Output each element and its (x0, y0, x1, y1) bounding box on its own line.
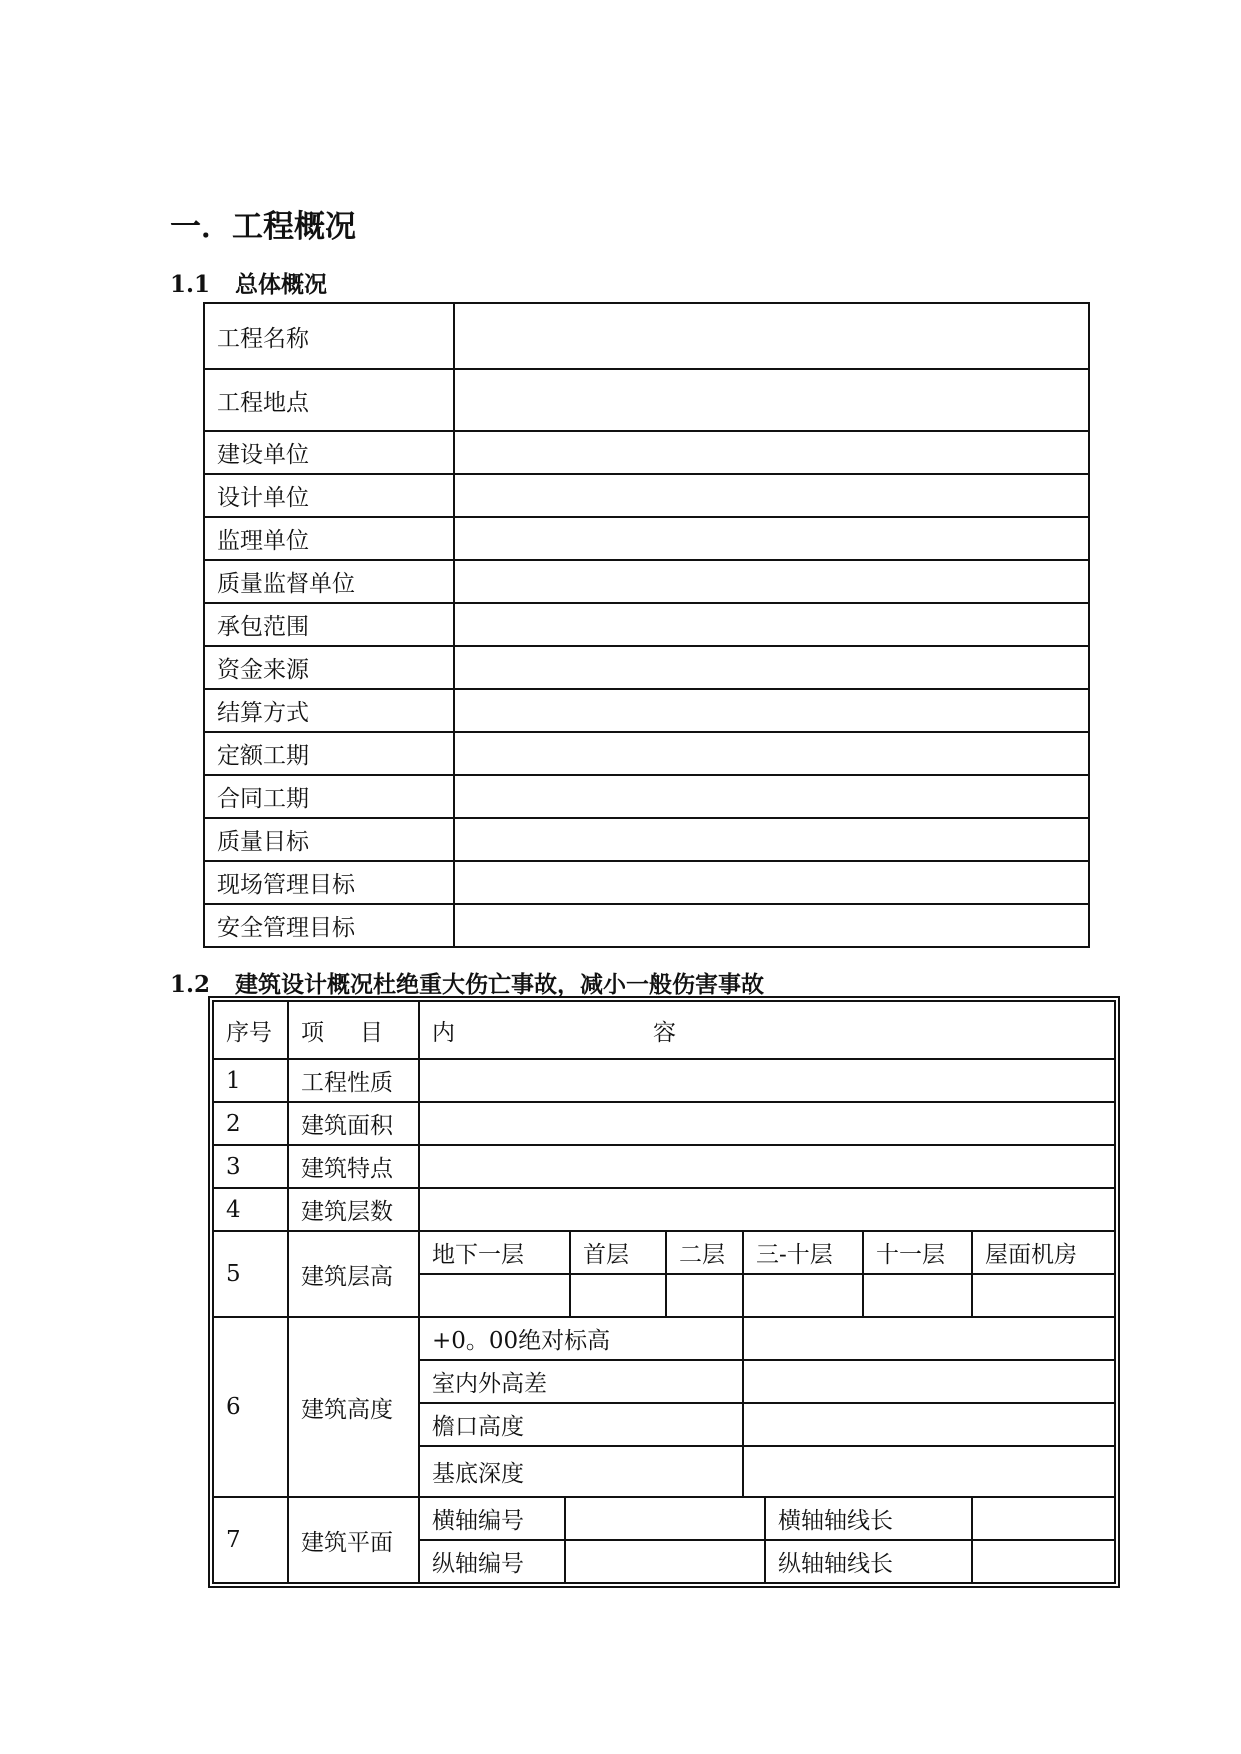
floor-label: 二层 (666, 1231, 743, 1274)
axis-value[interactable] (565, 1497, 765, 1540)
field-label: 工程地点 (204, 369, 454, 431)
table-row (204, 861, 1089, 904)
field-value[interactable] (454, 603, 1089, 646)
row-number: 1 (213, 1059, 288, 1102)
table-row (204, 517, 1089, 560)
height-sub-value[interactable] (743, 1317, 1115, 1360)
floor-label: 首层 (570, 1231, 666, 1274)
section-number: 1.2 (170, 971, 211, 998)
height-sub-label: +0。00绝对标高 (419, 1317, 743, 1360)
table-row (213, 1188, 1115, 1231)
row-number: 6 (213, 1317, 288, 1497)
field-label: 质量监督单位 (204, 560, 454, 603)
field-value[interactable] (454, 818, 1089, 861)
table-row (204, 904, 1089, 947)
table-row (213, 1102, 1115, 1145)
floor-label: 屋面机房 (972, 1231, 1115, 1274)
table-row (204, 431, 1089, 474)
section-heading-overview (170, 270, 327, 300)
column-header-content (419, 1001, 1115, 1059)
field-value[interactable] (454, 775, 1089, 818)
height-sub-value[interactable] (743, 1360, 1115, 1403)
axis-length-value[interactable] (972, 1540, 1115, 1583)
header-item-char: 项 (301, 1019, 324, 1046)
row-number: 2 (213, 1102, 288, 1145)
row-item: 建筑高度 (288, 1317, 419, 1497)
field-label: 结算方式 (204, 689, 454, 732)
axis-value[interactable] (565, 1540, 765, 1583)
field-value[interactable] (454, 369, 1089, 431)
row-number: 3 (213, 1145, 288, 1188)
field-label: 建设单位 (204, 431, 454, 474)
floor-height-value[interactable] (666, 1274, 743, 1317)
field-label: 监理单位 (204, 517, 454, 560)
header-content-char: 容 (653, 1019, 676, 1046)
floor-label: 地下一层 (419, 1231, 570, 1274)
axis-length-value[interactable] (972, 1497, 1115, 1540)
field-value[interactable] (454, 732, 1089, 775)
row-item: 建筑层数 (288, 1188, 419, 1231)
column-header-no: 序号 (213, 1001, 288, 1059)
row-content[interactable] (419, 1102, 1115, 1145)
axis-length-label: 纵轴轴线长 (765, 1540, 972, 1583)
table-row (204, 369, 1089, 431)
field-label: 承包范围 (204, 603, 454, 646)
field-value[interactable] (454, 560, 1089, 603)
field-label: 安全管理目标 (204, 904, 454, 947)
row-item: 工程性质 (288, 1059, 419, 1102)
row-number: 7 (213, 1497, 288, 1583)
floor-height-value[interactable] (419, 1274, 570, 1317)
field-value[interactable] (454, 517, 1089, 560)
table-header-row (213, 1001, 1115, 1059)
design-table (212, 1000, 1116, 1584)
row-content[interactable] (419, 1188, 1115, 1231)
row-item: 建筑平面 (288, 1497, 419, 1583)
table-row (213, 1059, 1115, 1102)
table-row (204, 732, 1089, 775)
height-sub-value[interactable] (743, 1403, 1115, 1446)
field-label: 设计单位 (204, 474, 454, 517)
section-title: 总体概况 (235, 271, 327, 298)
overview-table (203, 302, 1090, 948)
table-row (204, 818, 1089, 861)
height-sub-label: 基底深度 (419, 1446, 743, 1497)
field-value[interactable] (454, 474, 1089, 517)
row-item: 建筑面积 (288, 1102, 419, 1145)
field-label: 质量目标 (204, 818, 454, 861)
field-label: 合同工期 (204, 775, 454, 818)
section-number: 1.1 (170, 271, 211, 298)
row-item: 建筑层高 (288, 1231, 419, 1317)
axis-label: 横轴编号 (419, 1497, 565, 1540)
floor-height-value[interactable] (743, 1274, 863, 1317)
column-header-item (288, 1001, 419, 1059)
height-sub-value[interactable] (743, 1446, 1115, 1497)
page-title: 一．工程概况 (170, 209, 356, 245)
height-sub-label: 室内外高差 (419, 1360, 743, 1403)
table-row (204, 689, 1089, 732)
header-content-char: 内 (432, 1019, 455, 1046)
axis-label: 纵轴编号 (419, 1540, 565, 1583)
row-content[interactable] (419, 1145, 1115, 1188)
table-row (204, 603, 1089, 646)
row-item: 建筑特点 (288, 1145, 419, 1188)
table-row (213, 1317, 1115, 1360)
field-value[interactable] (454, 689, 1089, 732)
field-label: 现场管理目标 (204, 861, 454, 904)
field-label: 资金来源 (204, 646, 454, 689)
table-row (204, 474, 1089, 517)
floor-height-value[interactable] (972, 1274, 1115, 1317)
table-row (213, 1145, 1115, 1188)
height-sub-label: 檐口高度 (419, 1403, 743, 1446)
table-row (204, 646, 1089, 689)
row-number: 4 (213, 1188, 288, 1231)
header-item-char: 目 (360, 1019, 383, 1046)
field-label: 工程名称 (204, 303, 454, 369)
floor-label: 十一层 (863, 1231, 972, 1274)
field-value[interactable] (454, 303, 1089, 369)
axis-length-label: 横轴轴线长 (765, 1497, 972, 1540)
field-value[interactable] (454, 431, 1089, 474)
row-content[interactable] (419, 1059, 1115, 1102)
section-heading-design (170, 970, 764, 1000)
table-row (213, 1231, 1115, 1274)
section-title: 建筑设计概况杜绝重大伤亡事故，减小一般伤害事故 (235, 971, 764, 998)
field-label: 定额工期 (204, 732, 454, 775)
field-value[interactable] (454, 861, 1089, 904)
floor-label: 三-十层 (743, 1231, 863, 1274)
row-number: 5 (213, 1231, 288, 1317)
table-row (204, 560, 1089, 603)
table-row (213, 1497, 1115, 1540)
floor-height-value[interactable] (570, 1274, 666, 1317)
table-row (204, 775, 1089, 818)
field-value[interactable] (454, 904, 1089, 947)
table-row (204, 303, 1089, 369)
floor-height-value[interactable] (863, 1274, 972, 1317)
field-value[interactable] (454, 646, 1089, 689)
